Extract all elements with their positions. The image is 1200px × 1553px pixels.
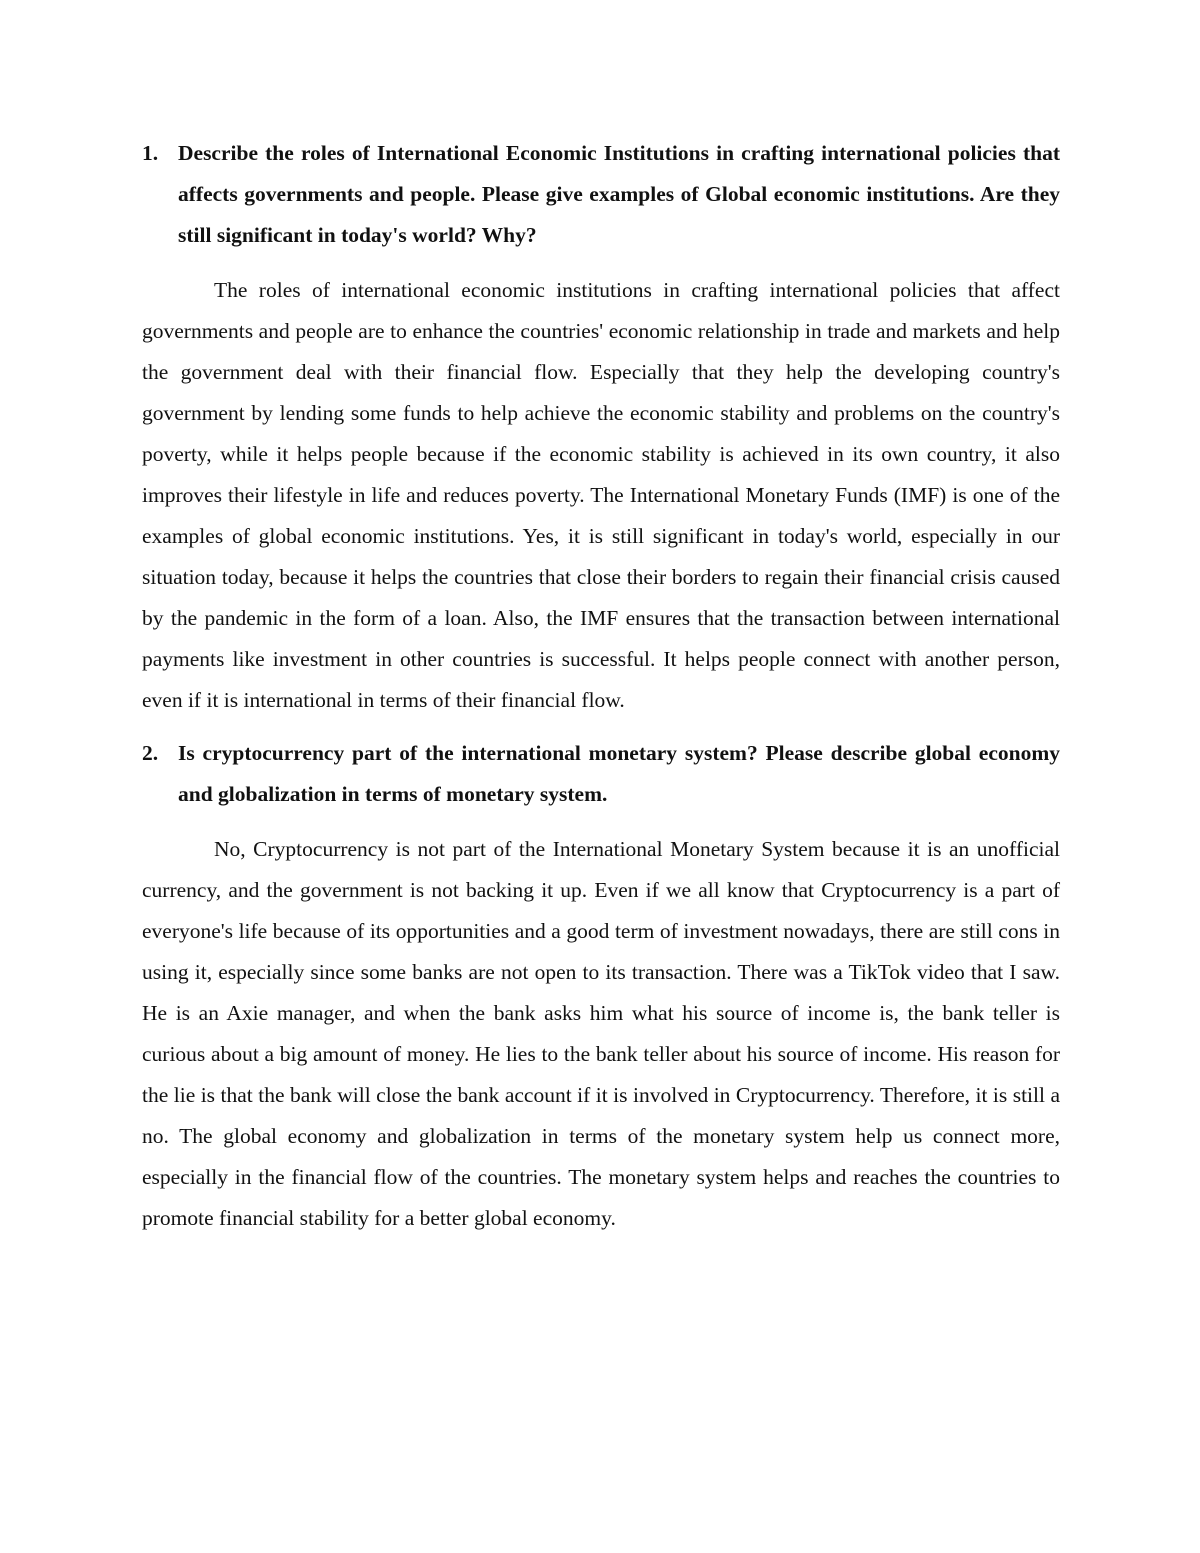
question-1-number: 1. bbox=[142, 141, 159, 165]
answer-2-paragraph: No, Cryptocurrency is not part of the International Monetary System because it is an unofficial currency, and the government is not backing it up. Even if we all know that Cryptocurrency is a part of everyone's life because of its opportunities and a good term of investment nowadays, there are still cons in using it, especially since some banks are not open to its transaction. There was a TikTok video that I saw. He is an Axie manager, and when the bank asks him what his source of income is, the bank teller is curious about a big amount of money. He lies to the bank teller about his source of income. His reason for the lie is that the bank will close the bank account if it is involved in Cryptocurrency. Therefore, it is still a no. The global economy and globalization in terms of the monetary system help us connect more, especially in the financial flow of the countries. The monetary system helps and reaches the countries to promote financial stability for a better global economy. bbox=[142, 837, 1060, 1230]
question-2-text: Is cryptocurrency part of the international monetary system? Please describe global economy and globalization in terms of monetary system. bbox=[178, 741, 1060, 806]
question-2 bbox=[142, 733, 1060, 815]
answer-1-paragraph: The roles of international economic institutions in crafting international policies that affect governments and people are to enhance the countries' economic relationship in trade and markets and help the government deal with their financial flow. Especially that they help the developing country's government by lending some funds to help achieve the economic stability and problems on the country's poverty, while it helps people because if the economic stability is achieved in its own country, it also improves their lifestyle in life and reduces poverty. The International Monetary Funds (IMF) is one of the examples of global economic institutions. Yes, it is still significant in today's world, especially in our situation today, because it helps the countries that close their borders to regain their financial crisis caused by the pandemic in the form of a loan. Also, the IMF ensures that the transaction between international payments like investment in other countries is successful. It helps people connect with another person, even if it is international in terms of their financial flow. bbox=[142, 278, 1060, 712]
document-page bbox=[142, 133, 1060, 1239]
question-2-number: 2. bbox=[142, 741, 159, 765]
question-1-text: Describe the roles of International Economic Institutions in crafting international policies that affects governments and people. Please give examples of Global economic institutions. Are they still significant in today's world? Why? bbox=[178, 141, 1060, 247]
question-1 bbox=[142, 133, 1060, 256]
